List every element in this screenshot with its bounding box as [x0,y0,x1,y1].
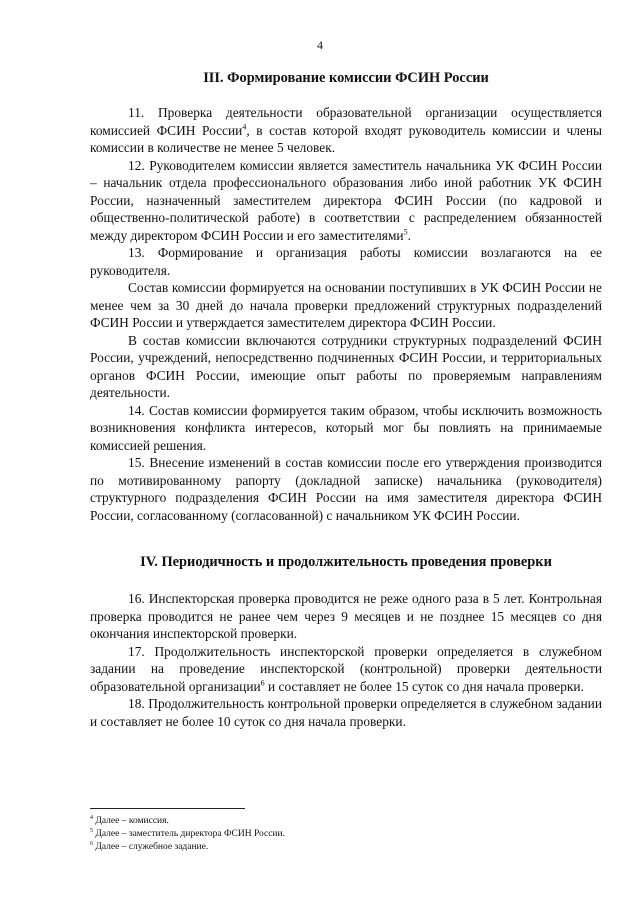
paragraph-16: 16. Инспекторская проверка проводится не реже одного раза в 5 лет. Контрольная проверка проводится не ранее чем через 9 месяцев и не позднее 15 месяцев со дня окончания инспекторской проверки. [90,591,602,641]
paragraph-13-commission-members: В состав комиссии включаются сотрудники структурных подразделений ФСИН России, учреждений, непосредственно подчиненных ФСИН России, и территориальных органов ФСИН России, имеющие опыт работы по проверяемым направлениям деятельности. [90,332,602,400]
section-4-title: IV. Периодичность и продолжительность проведения проверки [140,554,552,570]
footnote-ref-6: 6 [260,678,265,688]
paragraph-11: 11. Проверка деятельности образовательной организации осуществляется комиссией ФСИН России$^4$, в состав которой входят руководитель комиссии и члены комиссии в количестве не менее 5 человек. [90,105,602,155]
paragraph-17: 17. Продолжительность инспекторской проверки определяется в служебном задании на проведение инспекторской (контрольной) проверки деятельности образовательной организации$^6$ и составляет не более 15 суток со дня начала проверки. [90,643,602,694]
paragraph-13-commission-composition: Состав комиссии формируется на основании поступивших в УК ФСИН России не менее чем за 30 дней до начала проверки предложений структурных подразделений ФСИН России и утверждается заместителем директора ФСИН России. [90,280,602,330]
paragraph-12: 12. Руководителем комиссии является заместитель начальника УК ФСИН России – начальник отдела профессионального образования либо иной работник УК ФСИН России, назначенный заместителем директора ФСИН России (по кадровой и общественно-политической работе) в соответствии с распределением обязанностей между директором ФСИН России и его заместителями$^5$. [90,157,602,243]
footnote-5: $^5$ Далее – заместитель директора ФСИН России. [90,827,285,839]
paragraph-15: 15. Внесение изменений в состав комиссии после его утверждения производится по мотивированному рапорту (докладной записке) начальника (руководителя) структурного подразделения ФСИН России на имя заместителя директора ФСИН России, согласованному (согласованной) с начальником УК ФСИН России. [90,455,602,523]
footnote-ref-5: 5 [403,227,408,237]
paragraph-13: 13. Формирование и организация работы комиссии возлагаются на ее руководителя. [90,245,602,278]
page-number: 4 [317,38,323,52]
paragraph-14: 14. Состав комиссии формируется таким образом, чтобы исключить возможность возникновения конфликта интересов, который мог бы повлиять на принимаемые комиссией решения. [90,402,602,453]
footnote-6: $^6$ Далее – служебное задание. [90,840,209,852]
footnote-4: $^4$ Далее – комиссия. [90,814,169,826]
document-body [90,58,602,730]
footnotes [90,815,602,854]
footnote-divider [90,808,245,809]
paragraph-18: 18. Продолжительность контрольной проверки определяется в служебном задании и составляет не более 10 суток со дня начала проверки. [90,696,602,729]
section-3-title: III. Формирование комиссии ФСИН России [203,70,489,86]
footnote-ref-4: 4 [242,122,247,132]
